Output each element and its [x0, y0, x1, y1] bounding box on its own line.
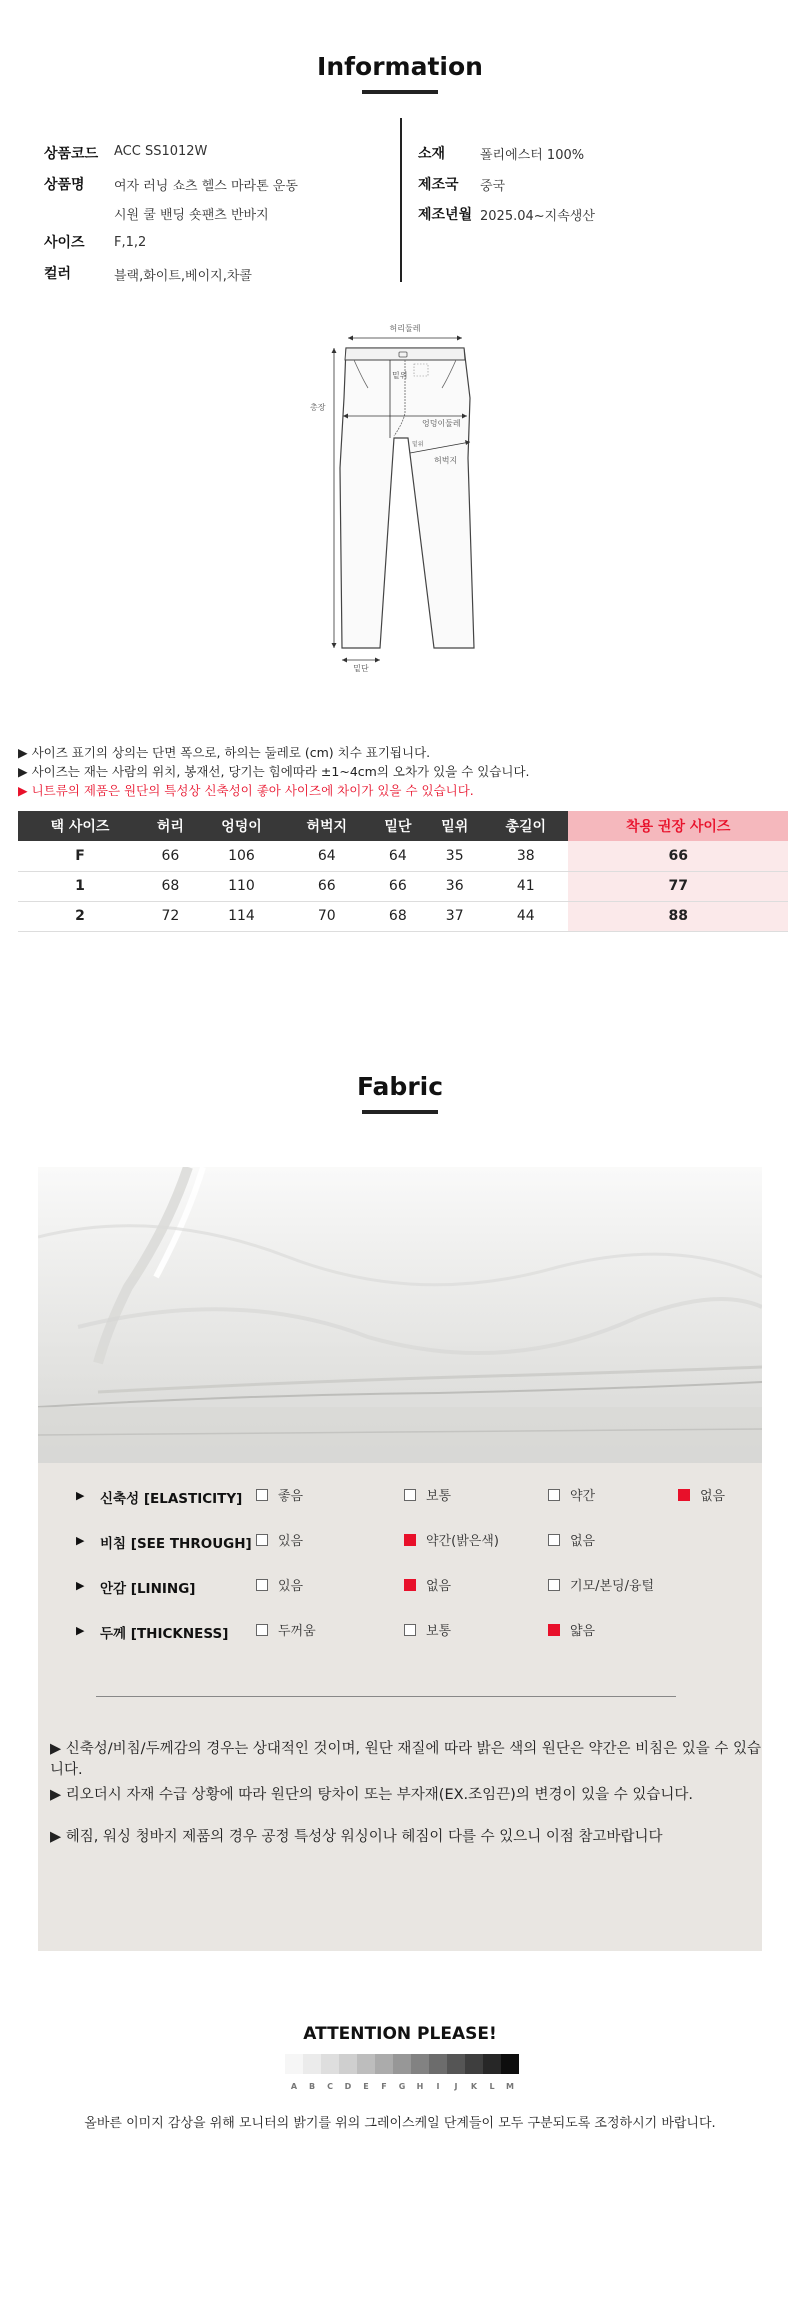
- grayscale-bar: [285, 2054, 519, 2074]
- grayscale-letter: G: [398, 2082, 406, 2091]
- grayscale-swatch: [357, 2054, 375, 2074]
- grayscale-swatch: [339, 2054, 357, 2074]
- grayscale-letter: C: [327, 2082, 333, 2091]
- hip-label: 엉덩이둘레: [422, 419, 461, 428]
- see-through-option-slight: 약간(밝은색): [404, 1530, 499, 1549]
- cell-tag-size: 1: [18, 871, 142, 901]
- checked-checkbox-icon: [548, 1624, 560, 1636]
- elasticity-option-normal: 보통: [404, 1485, 451, 1504]
- color-label: 컬러: [44, 266, 72, 282]
- size-note-1: ▶ 사이즈 표기의 상의는 단면 폭으로, 하의는 둘레로 (cm) 치수 표기됩니다.: [18, 745, 431, 760]
- header-rise: 밑위: [426, 811, 483, 841]
- size-note-2: ▶ 사이즈는 재는 사람의 위치, 봉재선, 당기는 힘에따라 ±1~4cm의 오차가 있을 수 있습니다.: [18, 764, 530, 779]
- size-value: F,1,2: [114, 235, 147, 250]
- table-row: [18, 841, 788, 871]
- cell-tag-size: F: [18, 841, 142, 871]
- arrow-head: [342, 658, 347, 663]
- header-waist: 허리: [142, 811, 199, 841]
- checked-checkbox-icon: [404, 1579, 416, 1591]
- lining-option-yes: 있음: [256, 1575, 303, 1594]
- color-value: 블랙,화이트,베이지,차콜: [114, 269, 252, 284]
- row-arrow-icon: ▶: [76, 1489, 85, 1502]
- cell-waist: 72: [142, 901, 199, 931]
- product-code-value: ACC SS1012W: [114, 144, 208, 159]
- cell-hip: 114: [199, 901, 284, 931]
- grayscale-swatch: [411, 2054, 429, 2074]
- row-arrow-icon: ▶: [76, 1534, 85, 1547]
- cell-thigh: 66: [284, 871, 369, 901]
- grayscale-letter: A: [290, 2082, 298, 2091]
- fabric-closeup-photo: [38, 1167, 762, 1463]
- cell-total-length: 38: [483, 841, 568, 871]
- grayscale-letters: [285, 2082, 519, 2091]
- row-arrow-icon: ▶: [76, 1624, 85, 1637]
- lining-label: 안감 [LINING]: [100, 1581, 196, 1597]
- grayscale-letter: K: [470, 2082, 478, 2091]
- fabric-title: Fabric: [356, 1072, 444, 1101]
- cell-rise: 35: [426, 841, 483, 871]
- elasticity-option-none: 없음: [678, 1485, 725, 1504]
- arrow-head: [457, 336, 462, 341]
- grayscale-swatch: [285, 2054, 303, 2074]
- grayscale-letter: M: [506, 2082, 514, 2091]
- grayscale-letter: D: [344, 2082, 352, 2091]
- grayscale-letter: H: [416, 2082, 424, 2091]
- grayscale-letter: J: [454, 2082, 458, 2091]
- header-hem: 밑단: [369, 811, 426, 841]
- grayscale-letter: L: [489, 2082, 495, 2091]
- header-hip: 엉덩이: [199, 811, 284, 841]
- cell-recommended-size: 66: [568, 841, 788, 871]
- manufacture-date-value: 2025.04~지속생산: [480, 209, 595, 224]
- thickness-option-normal: 보통: [404, 1620, 451, 1639]
- cell-hip: 106: [199, 841, 284, 871]
- grayscale-swatch: [375, 2054, 393, 2074]
- cell-total-length: 41: [483, 871, 568, 901]
- header-tag-size: 택 사이즈: [18, 811, 142, 841]
- thickness-label: 두께 [THICKNESS]: [100, 1626, 229, 1642]
- grayscale-swatch: [501, 2054, 519, 2074]
- see-through-option-yes: 있음: [256, 1530, 303, 1549]
- elasticity-label: 신축성 [ELASTICITY]: [100, 1491, 243, 1507]
- arrow-head: [375, 658, 380, 663]
- cell-rise: 36: [426, 871, 483, 901]
- cell-hem: 64: [369, 841, 426, 871]
- fabric-properties-panel: [38, 1463, 762, 1951]
- header-total-length: 총길이: [483, 811, 568, 841]
- checkbox-icon: [256, 1579, 268, 1591]
- checked-checkbox-icon: [404, 1534, 416, 1546]
- see-through-label: 비침 [SEE THROUGH]: [100, 1536, 252, 1552]
- lining-option-none: 없음: [404, 1575, 451, 1594]
- checked-checkbox-icon: [678, 1489, 690, 1501]
- waist-label: 허리둘레: [389, 324, 421, 333]
- table-row: [18, 901, 788, 931]
- elasticity-option-slight: 약간: [548, 1485, 595, 1504]
- header-thigh: 허벅지: [284, 811, 369, 841]
- hem-label: 밑단: [353, 664, 369, 673]
- cell-thigh: 70: [284, 901, 369, 931]
- grayscale-swatch: [321, 2054, 339, 2074]
- cell-recommended-size: 77: [568, 871, 788, 901]
- cell-total-length: 44: [483, 901, 568, 931]
- grayscale-swatch: [393, 2054, 411, 2074]
- product-code-label: 상품코드: [44, 146, 99, 162]
- size-label: 사이즈: [44, 235, 85, 251]
- information-title: Information: [317, 52, 483, 81]
- info-divider: [400, 118, 402, 282]
- product-name-value-2: 시원 쿨 밴딩 숏팬츠 반바지: [114, 208, 269, 223]
- see-through-option-none: 없음: [548, 1530, 595, 1549]
- checkbox-icon: [256, 1534, 268, 1546]
- lining-option-fleece: 기모/본딩/융털: [548, 1575, 654, 1594]
- fabric-texture: [38, 1167, 762, 1463]
- fabric-title-underline: [362, 1110, 438, 1114]
- cell-recommended-size: 88: [568, 901, 788, 931]
- pants-measurement-diagram: [310, 318, 500, 688]
- product-name-value: 여자 러닝 쇼츠 헬스 마라톤 운동: [114, 179, 298, 194]
- thickness-option-thin: 얇음: [548, 1620, 595, 1639]
- country-value: 중국: [480, 179, 506, 194]
- information-title-underline: [362, 90, 438, 94]
- crotch-label: 밑위: [412, 441, 424, 448]
- attention-note: 올바른 이미지 감상을 위해 모니터의 밝기를 위의 그레이스케일 단계들이 모두 구분되도록 조정하시기 바랍니다.: [84, 2116, 716, 2131]
- cell-thigh: 64: [284, 841, 369, 871]
- fabric-note-2: ▶ 리오더시 자재 수급 상황에 따라 원단의 탕차이 또는 부자재(EX.조임끈)의 변경이 있을 수 있습니다.: [50, 1787, 693, 1803]
- total-length-label: 총장: [310, 403, 326, 412]
- grayscale-letter: I: [436, 2082, 440, 2091]
- grayscale-swatch: [483, 2054, 501, 2074]
- fabric-note-3: ▶ 헤짐, 워싱 청바지 제품의 경우 공정 특성상 워싱이나 헤짐이 다를 수 있으니 이점 참고바랍니다: [50, 1829, 663, 1845]
- pants-outline: [340, 348, 474, 648]
- material-value: 폴리에스터 100%: [480, 148, 585, 163]
- attention-title: ATTENTION PLEASE!: [303, 2024, 497, 2044]
- arrow-head: [332, 643, 337, 648]
- checkbox-icon: [404, 1624, 416, 1636]
- row-arrow-icon: ▶: [76, 1579, 85, 1592]
- product-name-label: 상품명: [44, 177, 85, 193]
- fabric-divider: [96, 1696, 676, 1697]
- grayscale-letter: F: [381, 2082, 387, 2091]
- fabric-note-1: ▶ 신축성/비침/두께감의 경우는 상대적인 것이며, 원단 재질에 따라 밝은 색의 원단은 약간은 비침은 있을 수 있습니다.: [50, 1741, 761, 1778]
- size-table-header: [18, 811, 788, 841]
- checkbox-icon: [256, 1624, 268, 1636]
- cell-hem: 66: [369, 871, 426, 901]
- header-recommended-size: 착용 권장 사이즈: [568, 811, 788, 841]
- grayscale-swatch: [447, 2054, 465, 2074]
- table-row: [18, 871, 788, 901]
- checkbox-icon: [256, 1489, 268, 1501]
- cell-rise: 37: [426, 901, 483, 931]
- thigh-label: 허벅지: [434, 456, 458, 465]
- cell-waist: 68: [142, 871, 199, 901]
- material-label: 소재: [418, 146, 446, 162]
- thickness-option-thick: 두꺼움: [256, 1620, 316, 1639]
- country-label: 제조국: [418, 177, 459, 193]
- checkbox-icon: [548, 1489, 560, 1501]
- grayscale-letter: B: [308, 2082, 316, 2091]
- cell-waist: 66: [142, 841, 199, 871]
- cell-hem: 68: [369, 901, 426, 931]
- cell-tag-size: 2: [18, 901, 142, 931]
- grayscale-swatch: [465, 2054, 483, 2074]
- grayscale-swatch: [303, 2054, 321, 2074]
- size-note-3: ▶ 니트류의 제품은 원단의 특성상 신축성이 좋아 사이즈에 차이가 있을 수 있습니다.: [18, 783, 474, 798]
- arrow-head: [332, 348, 337, 353]
- cell-hip: 110: [199, 871, 284, 901]
- waistband: [345, 348, 465, 360]
- size-table: [18, 811, 788, 932]
- elasticity-option-good: 좋음: [256, 1485, 303, 1504]
- rise-label: 밑위: [392, 371, 408, 380]
- grayscale-swatch: [429, 2054, 447, 2074]
- checkbox-icon: [404, 1489, 416, 1501]
- grayscale-letter: E: [363, 2082, 369, 2091]
- arrow-head: [348, 336, 353, 341]
- checkbox-icon: [548, 1534, 560, 1546]
- manufacture-date-label: 제조년월: [418, 207, 473, 223]
- checkbox-icon: [548, 1579, 560, 1591]
